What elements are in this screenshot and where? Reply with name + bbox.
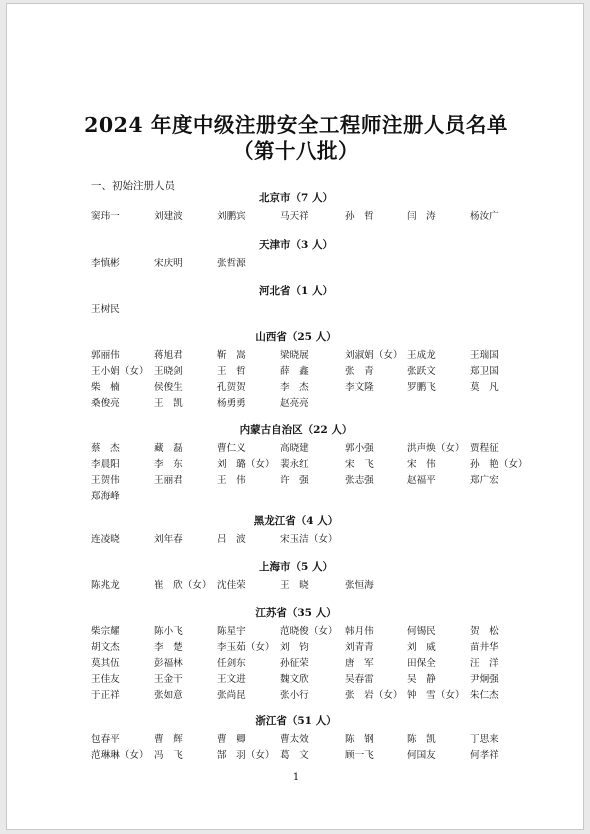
person-name: 高晓建 bbox=[280, 443, 309, 454]
person-name: 曹仁义 bbox=[217, 443, 246, 454]
person-name: 李 东 bbox=[154, 459, 183, 470]
person-name: 刘 威 bbox=[407, 642, 436, 653]
region-heading: 上海市（5 人） bbox=[259, 561, 333, 573]
region-heading: 内蒙古自治区（22 人） bbox=[239, 424, 353, 436]
person-name: 陈星宇 bbox=[217, 626, 246, 637]
person-name: 宋 飞 bbox=[345, 459, 374, 470]
person-name: 张小行 bbox=[280, 690, 309, 701]
document-page bbox=[6, 3, 584, 830]
region-heading: 北京市（7 人） bbox=[259, 192, 333, 204]
person-name: 顾一飞 bbox=[345, 750, 374, 761]
person-name: 柴 楠 bbox=[91, 382, 120, 393]
person-name: 李 杰 bbox=[280, 382, 309, 393]
person-name: 宋庆明 bbox=[154, 258, 183, 269]
person-name: 马天祥 bbox=[280, 211, 309, 222]
person-name: 郭丽伟 bbox=[91, 350, 120, 361]
person-name: 王佳友 bbox=[91, 674, 120, 685]
person-name: 杨汝广 bbox=[470, 211, 499, 222]
region-heading: 江苏省（35 人） bbox=[255, 607, 337, 619]
person-name: 刘年春 bbox=[154, 534, 183, 545]
person-name: 裴永红 bbox=[280, 459, 309, 470]
person-name: 包春平 bbox=[91, 734, 120, 745]
person-name: 宋 伟 bbox=[407, 459, 436, 470]
section-heading: 一、初始注册人员 bbox=[91, 180, 175, 192]
person-name: 莫 凡 bbox=[470, 382, 499, 393]
person-name: 连凌晓 bbox=[91, 534, 120, 545]
person-name: 任剑东 bbox=[217, 658, 246, 669]
person-name: 刘建波 bbox=[154, 211, 183, 222]
person-name: 张哲源 bbox=[217, 258, 246, 269]
person-name: 王瑞国 bbox=[470, 350, 499, 361]
person-name: 蔡 杰 bbox=[91, 443, 120, 454]
person-name: 闫 涛 bbox=[407, 211, 436, 222]
person-name: 葛 文 bbox=[280, 750, 309, 761]
person-name: 王树民 bbox=[91, 304, 120, 315]
person-name: 孙征荣 bbox=[280, 658, 309, 669]
person-name: 汪 洋 bbox=[470, 658, 499, 669]
person-name: 张志强 bbox=[345, 475, 374, 486]
person-name: 王贺伟 bbox=[91, 475, 120, 486]
person-name: 王文进 bbox=[217, 674, 246, 685]
person-name: 彭福林 bbox=[154, 658, 183, 669]
person-name: 何孝祥 bbox=[470, 750, 499, 761]
person-name: 赵亮亮 bbox=[280, 398, 309, 409]
region-heading: 山西省（25 人） bbox=[255, 331, 337, 343]
person-name: 孔贺贺 bbox=[217, 382, 246, 393]
person-name: 沈佳荣 bbox=[217, 580, 246, 591]
region-heading: 浙江省（51 人） bbox=[255, 715, 337, 727]
person-name: 莫其伍 bbox=[91, 658, 120, 669]
person-name: 崔 欣（女） bbox=[154, 580, 212, 591]
region-heading: 河北省（1 人） bbox=[259, 285, 333, 297]
person-name: 尹炯强 bbox=[470, 674, 499, 685]
person-name: 刘 钧 bbox=[280, 642, 309, 653]
person-name: 吴 静 bbox=[407, 674, 436, 685]
person-name: 刘淑娟（女） bbox=[345, 350, 403, 361]
person-name: 韩月伟 bbox=[345, 626, 374, 637]
person-name: 陈 钢 bbox=[345, 734, 374, 745]
person-name: 刘 璐（女） bbox=[217, 459, 275, 470]
person-name: 王小娟（女） bbox=[91, 366, 149, 377]
person-name: 范晓俊（女） bbox=[280, 626, 338, 637]
person-name: 洪声焕（女） bbox=[407, 443, 465, 454]
person-name: 孙 艳（女） bbox=[470, 459, 528, 470]
region-heading: 黑龙江省（4 人） bbox=[253, 515, 339, 527]
person-name: 桑俊亮 bbox=[91, 398, 120, 409]
person-name: 靳 嵩 bbox=[217, 350, 246, 361]
person-name: 王丽君 bbox=[154, 475, 183, 486]
person-name: 王 晓 bbox=[280, 580, 309, 591]
person-name: 陈 凯 bbox=[407, 734, 436, 745]
person-name: 孙 哲 bbox=[345, 211, 374, 222]
person-name: 窦玮一 bbox=[91, 211, 120, 222]
person-name: 何国友 bbox=[407, 750, 436, 761]
person-name: 宋玉洁（女） bbox=[280, 534, 338, 545]
person-name: 王 凯 bbox=[154, 398, 183, 409]
person-name: 郑卫国 bbox=[470, 366, 499, 377]
person-name: 侯俊生 bbox=[154, 382, 183, 393]
person-name: 柴宗耀 bbox=[91, 626, 120, 637]
person-name: 藏 磊 bbox=[154, 443, 183, 454]
person-name: 梁晓展 bbox=[280, 350, 309, 361]
person-name: 郑广宏 bbox=[470, 475, 499, 486]
person-name: 王成龙 bbox=[407, 350, 436, 361]
person-name: 张如意 bbox=[154, 690, 183, 701]
person-name: 李 楚 bbox=[154, 642, 183, 653]
person-name: 曹 卿 bbox=[217, 734, 246, 745]
person-name: 朱仁杰 bbox=[470, 690, 499, 701]
person-name: 罗鹏飞 bbox=[407, 382, 436, 393]
person-name: 吕 波 bbox=[217, 534, 246, 545]
document-subtitle: （第十八批） bbox=[233, 139, 359, 163]
person-name: 苗井华 bbox=[470, 642, 499, 653]
person-name: 张尚昆 bbox=[217, 690, 246, 701]
person-name: 王晓剑 bbox=[154, 366, 183, 377]
person-name: 田保全 bbox=[407, 658, 436, 669]
person-name: 王 哲 bbox=[217, 366, 246, 377]
person-name: 丁思来 bbox=[470, 734, 499, 745]
person-name: 吴春雷 bbox=[345, 674, 374, 685]
person-name: 曹 辉 bbox=[154, 734, 183, 745]
person-name: 李文隆 bbox=[345, 382, 374, 393]
person-name: 郭小强 bbox=[345, 443, 374, 454]
person-name: 张跃文 bbox=[407, 366, 436, 377]
person-name: 曹太效 bbox=[280, 734, 309, 745]
person-name: 李玉茹（女） bbox=[217, 642, 275, 653]
person-name: 贾程征 bbox=[470, 443, 499, 454]
person-name: 唐 军 bbox=[345, 658, 374, 669]
person-name: 王 伟 bbox=[217, 475, 246, 486]
person-name: 王金干 bbox=[154, 674, 183, 685]
person-name: 胡文杰 bbox=[91, 642, 120, 653]
person-name: 冯 飞 bbox=[154, 750, 183, 761]
person-name: 范琳琳（女） bbox=[91, 750, 149, 761]
person-name: 张恒海 bbox=[345, 580, 374, 591]
person-name: 陈兆龙 bbox=[91, 580, 120, 591]
person-name: 李慎彬 bbox=[91, 258, 120, 269]
page-number: 1 bbox=[292, 772, 300, 783]
person-name: 陈小飞 bbox=[154, 626, 183, 637]
person-name: 何锡民 bbox=[407, 626, 436, 637]
person-name: 郑海峰 bbox=[91, 491, 120, 502]
person-name: 刘鹏宾 bbox=[217, 211, 246, 222]
document-title: 2024 年度中级注册安全工程师注册人员名单 bbox=[84, 113, 508, 137]
person-name: 钟 雪（女） bbox=[407, 690, 465, 701]
person-name: 张 岩（女） bbox=[345, 690, 403, 701]
person-name: 魏文欣 bbox=[280, 674, 309, 685]
person-name: 李晨阳 bbox=[91, 459, 120, 470]
person-name: 张 青 bbox=[345, 366, 374, 377]
region-heading: 天津市（3 人） bbox=[259, 239, 333, 251]
person-name: 蒋旭君 bbox=[154, 350, 183, 361]
person-name: 杨勇勇 bbox=[217, 398, 246, 409]
person-name: 贺 松 bbox=[470, 626, 499, 637]
person-name: 赵福平 bbox=[407, 475, 436, 486]
person-name: 薛 鑫 bbox=[280, 366, 309, 377]
person-name: 于正祥 bbox=[91, 690, 120, 701]
person-name: 刘青青 bbox=[345, 642, 374, 653]
person-name: 许 强 bbox=[280, 475, 309, 486]
person-name: 郜 羽（女） bbox=[217, 750, 275, 761]
